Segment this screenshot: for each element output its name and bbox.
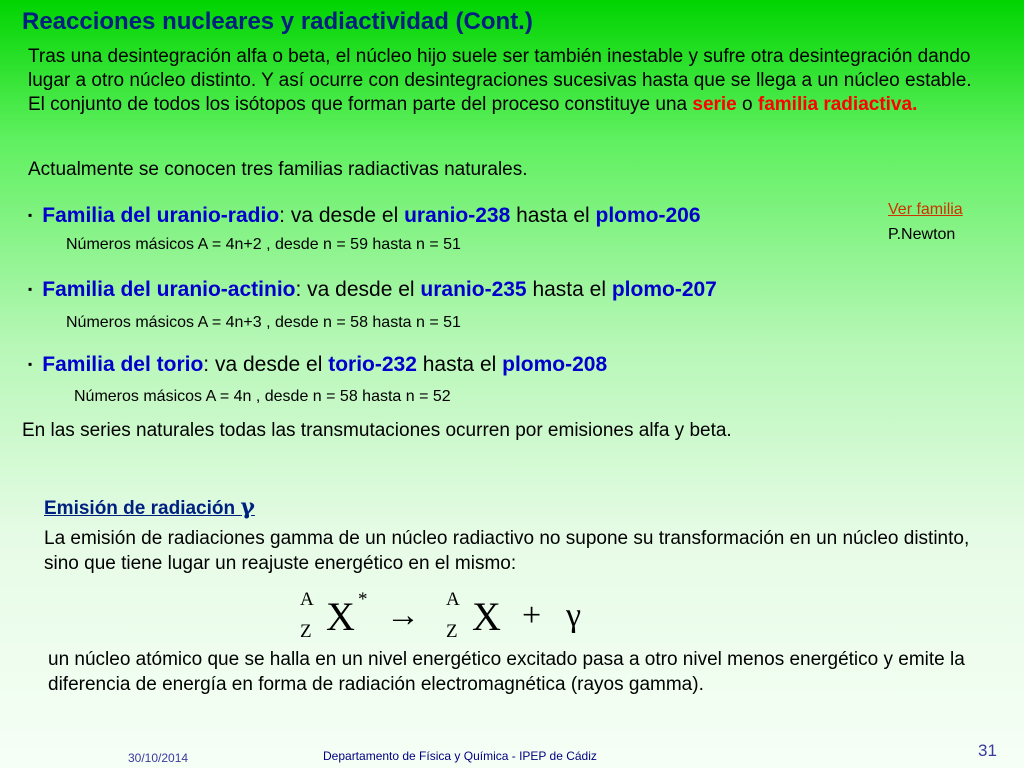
family-numbers: Números másicos A = 4n , desde n = 58 hasta n = 52 <box>74 388 451 405</box>
gamma-title-text: Emisión de radiación <box>44 498 241 519</box>
plus-sign: + <box>522 597 542 634</box>
family-uranio-radio <box>28 204 701 228</box>
intro-paragraph <box>28 45 988 117</box>
product-nucleus: X <box>472 594 501 639</box>
gamma-emission-title <box>44 494 255 520</box>
serie-term: serie <box>692 94 737 115</box>
mass-number: A <box>300 589 314 610</box>
excited-asterisk: * <box>358 589 368 610</box>
bullet-icon: ▪ <box>28 282 33 296</box>
family-uranio-actinio <box>28 278 717 302</box>
intro-text: Tras una desintegración alfa o beta, el núcleo hijo suele ser también inestable y sufre otra desintegración dando lugar a otro núcleo distinto. Y así ocurre con desintegraciones sucesivas hasta que se llega a un núcleo estable. El conjunto de todos los isótopos que forman parte del proceso constituye una <box>28 46 972 115</box>
family-text: : va desde el <box>295 278 421 301</box>
family-torio <box>28 353 607 377</box>
atomic-number: Z <box>446 621 458 642</box>
current-families-text: Actualmente se conocen tres familias radiactivas naturales. <box>28 159 528 180</box>
familia-radiactiva-term: familia radiactiva. <box>757 94 918 115</box>
gamma-description: La emisión de radiaciones gamma de un núcleo radiactivo no supone su transformación en un núcleo distinto, sino que tiene lugar un reajuste energético en el mismo: <box>44 528 970 574</box>
slide-title: Reacciones nucleares y radiactividad (Cont.) <box>22 8 533 35</box>
family-end: plomo-207 <box>611 278 717 301</box>
atomic-number: Z <box>300 621 312 642</box>
page-number: 31 <box>978 741 997 760</box>
ver-familia-link[interactable]: Ver familia <box>888 201 963 218</box>
family-start: torio-232 <box>328 353 417 376</box>
newton-label: P.Newton <box>888 226 956 243</box>
series-text: En las series naturales todas las transmutaciones ocurren por emisiones alfa y beta. <box>22 420 732 441</box>
family-name: Familia del uranio-radio <box>42 204 280 227</box>
family-numbers: Números másicos A = 4n+3 , desde n = 58 hasta n = 51 <box>66 314 461 331</box>
family-end: plomo-206 <box>595 204 701 227</box>
gamma-decay-equation <box>296 589 616 649</box>
family-end: plomo-208 <box>502 353 608 376</box>
arrow-icon: → <box>386 597 420 634</box>
mass-number: A <box>446 589 460 610</box>
family-text: hasta el <box>510 204 596 227</box>
footer-date: 30/10/2014 <box>128 751 189 765</box>
family-start: uranio-238 <box>404 204 511 227</box>
family-start: uranio-235 <box>420 278 527 301</box>
intro-connector: o <box>736 94 758 115</box>
gamma-ray-symbol: γ <box>566 597 582 634</box>
family-text: : va desde el <box>279 204 405 227</box>
bullet-icon: ▪ <box>28 357 33 371</box>
family-name: Familia del uranio-actinio <box>42 278 296 301</box>
final-explanation: un núcleo atómico que se halla en un nivel energético excitado pasa a otro nivel menos energético y emite la diferencia de energía en forma de radiación electromagnética (rayos gamma). <box>48 649 965 695</box>
family-text: hasta el <box>526 278 612 301</box>
gamma-symbol: γ <box>240 494 255 520</box>
footer-department: Departamento de Física y Química - IPEP de Cádiz <box>323 749 597 763</box>
family-text: hasta el <box>416 353 503 376</box>
excited-nucleus: X <box>326 594 355 639</box>
bullet-icon: ▪ <box>28 208 33 222</box>
family-numbers: Números másicos A = 4n+2 , desde n = 59 hasta n = 51 <box>66 236 461 253</box>
family-name: Familia del torio <box>42 353 204 376</box>
family-text: : va desde el <box>203 353 329 376</box>
